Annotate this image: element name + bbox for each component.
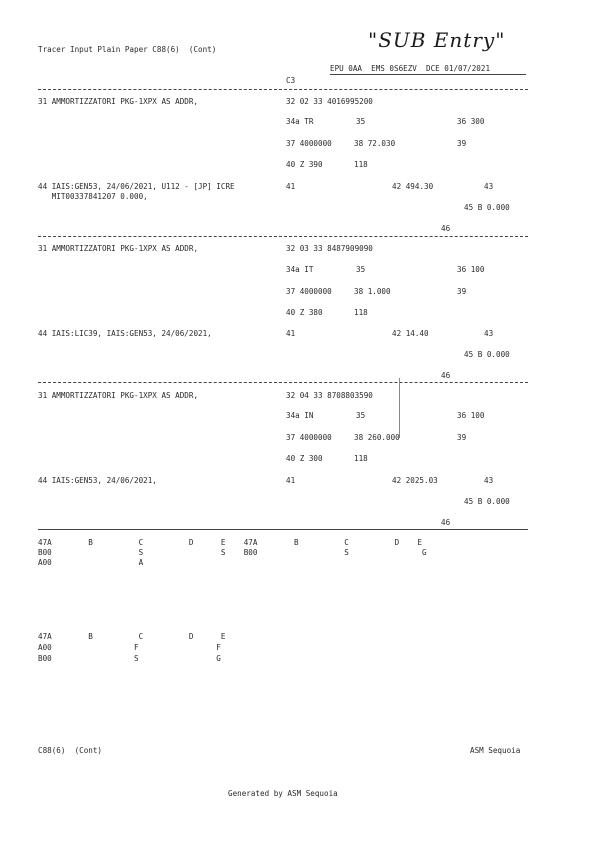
field-44-line1: 44 IAIS:GEN53, 24/06/2021, U112 - [JP] ICRE (38, 182, 235, 191)
grid-row: 47A B C D E 47A B C D E (38, 538, 423, 547)
field-36: 36 100 (457, 411, 485, 420)
field-46: 46 (441, 371, 451, 380)
footer-form-label: C88(6) (Cont) (38, 746, 103, 755)
reference-underline (330, 74, 526, 75)
field-37: 37 4000000 (286, 433, 332, 442)
field-41: 41 (286, 329, 296, 338)
field-32: 32 02 33 4016995200 (286, 97, 373, 106)
grid-row: A00 F F (38, 643, 221, 652)
separator-line (38, 89, 528, 90)
grid-row: B00 S G (38, 654, 221, 663)
field-38: 38 1.000 (354, 287, 391, 296)
field-41: 41 (286, 476, 296, 485)
field-42: 42 494.30 (392, 182, 434, 191)
field-118: 118 (354, 454, 368, 463)
field-40: 40 Z 300 (286, 454, 323, 463)
field-39: 39 (457, 139, 467, 148)
field-38: 38 72.030 (354, 139, 396, 148)
grid-row: B00 S S B00 S G (38, 548, 427, 557)
item-description: 31 AMMORTIZZATORI PKG-1XPX AS ADDR, (38, 97, 199, 106)
field-35: 35 (356, 265, 366, 274)
item-description: 31 AMMORTIZZATORI PKG-1XPX AS ADDR, (38, 244, 199, 253)
field-40: 40 Z 390 (286, 160, 323, 169)
field-35: 35 (356, 117, 366, 126)
field-43: 43 (484, 182, 494, 191)
c3-label: C3 (286, 76, 296, 85)
field-44-line2: MIT00337841207 0.000, (38, 192, 148, 201)
field-34: 34a IN (286, 411, 314, 420)
footer-vendor: ASM Sequoia (470, 746, 521, 755)
field-40: 40 Z 380 (286, 308, 323, 317)
field-36: 36 300 (457, 117, 485, 126)
field-43: 43 (484, 329, 494, 338)
generated-by: Generated by ASM Sequoia (228, 789, 338, 798)
field-45: 45 B 0.000 (464, 350, 510, 359)
field-42: 42 14.40 (392, 329, 429, 338)
page-title: Tracer Input Plain Paper C88(6) (Cont) (38, 45, 217, 54)
vertical-mark (399, 378, 400, 438)
field-32: 32 04 33 8708803590 (286, 391, 373, 400)
field-41: 41 (286, 182, 296, 191)
field-36: 36 100 (457, 265, 485, 274)
separator-line (38, 382, 528, 383)
reference-line: EPU 0AA EMS 0S6EZV DCE 01/07/2021 (330, 64, 491, 73)
field-45: 45 B 0.000 (464, 497, 510, 506)
field-42: 42 2025.03 (392, 476, 438, 485)
field-37: 37 4000000 (286, 287, 332, 296)
field-37: 37 4000000 (286, 139, 332, 148)
separator-line (38, 236, 528, 237)
field-38: 38 260.000 (354, 433, 400, 442)
grid-row: A00 A (38, 558, 144, 567)
field-34: 34a TR (286, 117, 314, 126)
field-39: 39 (457, 287, 467, 296)
handwritten-sub-entry-note: "SUB Entry" (368, 28, 506, 52)
field-46: 46 (441, 518, 451, 527)
field-44-line1: 44 IAIS:GEN53, 24/06/2021, (38, 476, 157, 485)
field-118: 118 (354, 160, 368, 169)
field-44-line1: 44 IAIS:LIC39, IAIS:GEN53, 24/06/2021, (38, 329, 212, 338)
field-45: 45 B 0.000 (464, 203, 510, 212)
field-34: 34a IT (286, 265, 314, 274)
grid-row: 47A B C D E (38, 632, 226, 641)
item-description: 31 AMMORTIZZATORI PKG-1XPX AS ADDR, (38, 391, 199, 400)
field-39: 39 (457, 433, 467, 442)
field-43: 43 (484, 476, 494, 485)
field-35: 35 (356, 411, 366, 420)
separator-line (38, 529, 528, 530)
field-46: 46 (441, 224, 451, 233)
field-118: 118 (354, 308, 368, 317)
field-32: 32 03 33 8487909090 (286, 244, 373, 253)
